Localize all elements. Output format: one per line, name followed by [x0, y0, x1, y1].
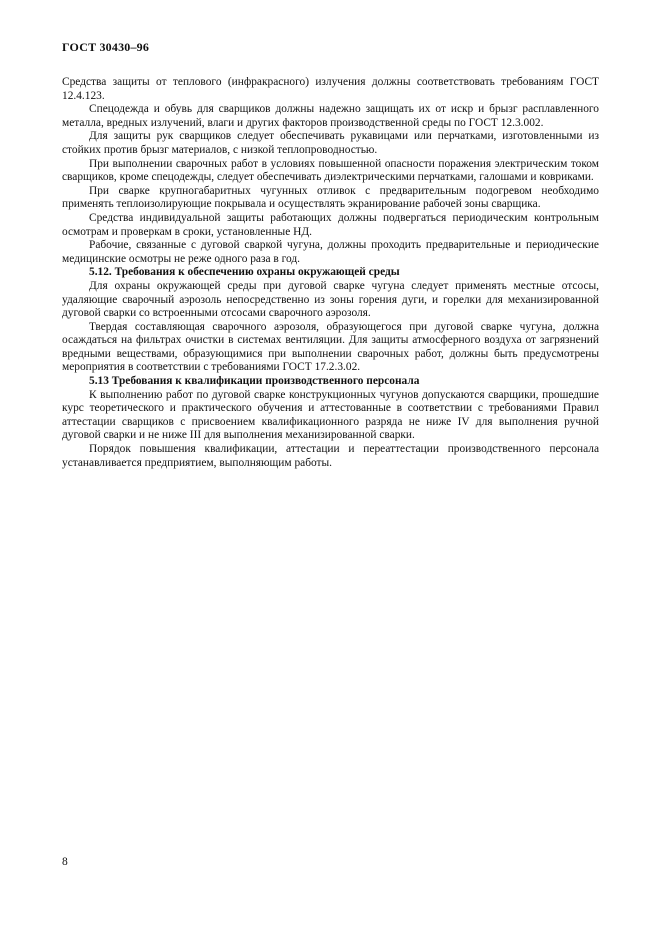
paragraph-hand-protection: Для защиты рук сварщиков следует обеспечивать рукавицами или перчатками, изготовленными из стойких против брызг материалов, с низкой теплопроводностью.	[62, 130, 599, 156]
page-number: 8	[62, 856, 68, 868]
document-body	[62, 76, 599, 470]
paragraph-electric-hazard: При выполнении сварочных работ в условиях повышенной опасности поражения электрическим током сварщиков, кроме спецодежды, следует обеспечивать диэлектрическими перчатками, галошами и ковриками.	[62, 157, 599, 184]
document-header: ГОСТ 30430–96	[62, 40, 150, 54]
paragraph-large-castings: При сварке крупногабаритных чугунных отливок с предварительным подогревом необходимо применять теплоизолирующие покрывала и осуществлять экранирование рабочей зоны сварщика.	[62, 184, 599, 211]
paragraph-medical-exams: Рабочие, связанные с дуговой сваркой чугуна, должны проходить предварительные и периодические медицинские осмотры не реже одного раза в год.	[62, 239, 599, 265]
paragraph-workwear: Спецодежда и обувь для сварщиков должны надежно защищать их от искр и брызг расплавленного металла, вредных излучений, влаги и других факторов производственной среды по ГОСТ 12.3.002.	[62, 103, 599, 129]
section-heading-5-13: 5.13 Требования к квалификации производственного персонала	[89, 375, 420, 388]
paragraph-ppe-inspection: Средства индивидуальной защиты работающих должны подвергаться периодическим контрольным осмотрам и проверкам в сроки, установленные НД.	[62, 211, 599, 238]
paragraph-welder-admission: К выполнению работ по дуговой сварке конструкционных чугунов допускаются сварщики, прошедшие курс теоретического и практического обучения и аттестованные в соответствии с требованиями Правил аттестации сварщиков с присвоением квалификационного разряда не ниже IV для выполнения ручной дуговой сварки и не ниже III для выполнения механизированной сварки.	[62, 388, 599, 442]
section-heading-5-12: 5.12. Требования к обеспечению охраны окружающей среды	[89, 266, 400, 279]
paragraph-aerosol-filtering: Твердая составляющая сварочного аэрозоля, образующегося при дуговой сварке чугуна, должна осаждаться на фильтрах очистки в системах вентиляции. Для защиты атмосферного воздуха от загрязнений вредными веществами, образующимися при выполнении сварочных работ, должны быть предусмотрены мероприятия в соответствии с требованиями ГОСТ 17.2.3.02.	[62, 320, 599, 374]
paragraph-local-exhaust: Для охраны окружающей среды при дуговой сварке чугуна следует применять местные отсосы, удаляющие сварочный аэрозоль непосредственно из зоны горения дуги, и горелки для механизированной дуговой сварки со встроенными отсосами сварочного аэрозоля.	[62, 279, 599, 320]
paragraph-qualification-order: Порядок повышения квалификации, аттестации и переаттестации производственного персонала устанавливается предприятием, выполняющим работы.	[62, 443, 599, 469]
paragraph-thermal-protection: Средства защиты от теплового (инфракрасного) излучения должны соответствовать требованиям ГОСТ 12.4.123.	[62, 76, 599, 102]
